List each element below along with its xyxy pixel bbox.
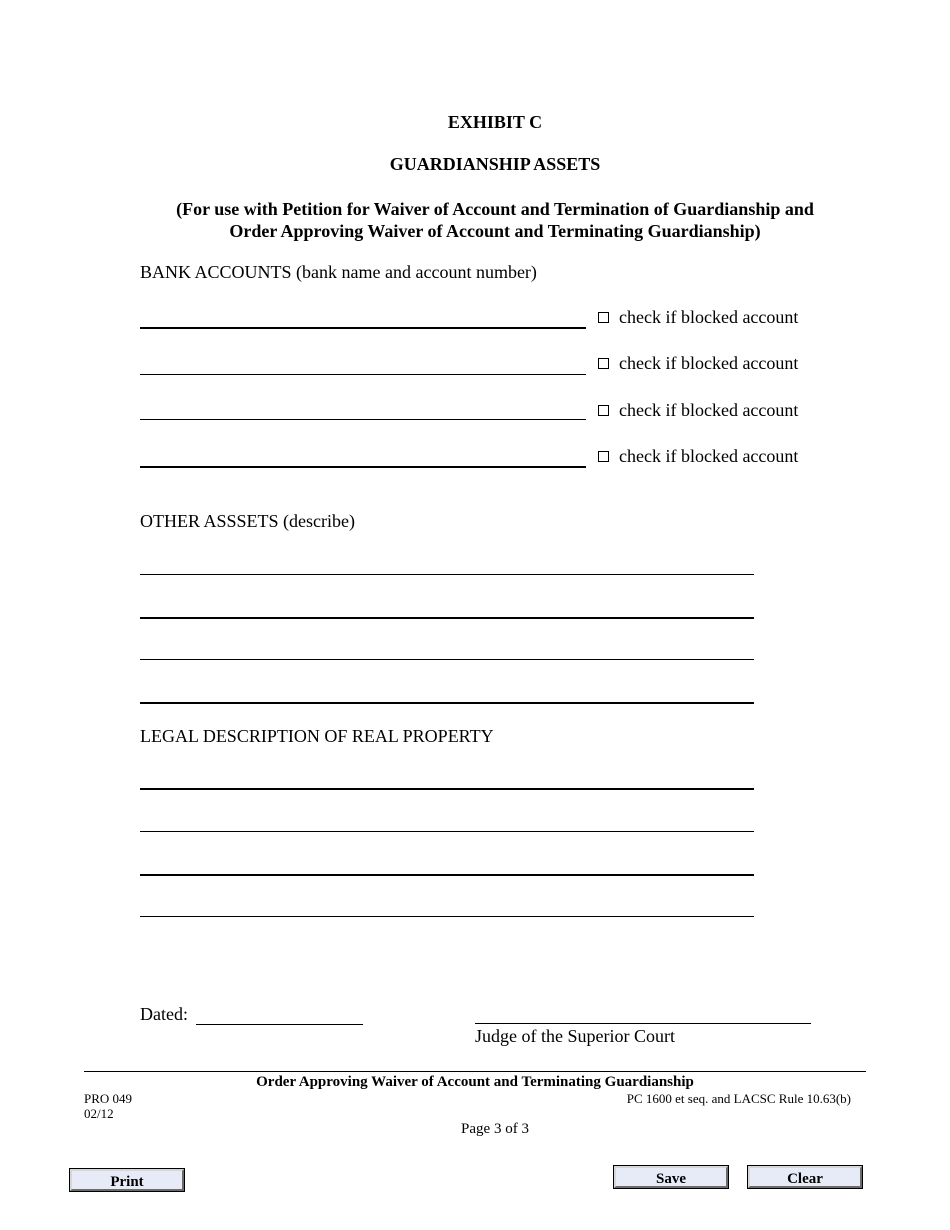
bank-account-field-1[interactable]	[140, 305, 586, 329]
other-assets-field-3[interactable]	[140, 637, 754, 660]
exhibit-heading: EXHIBIT C	[447, 112, 543, 132]
blocked-account-checkbox-2[interactable]	[598, 358, 609, 369]
blocked-account-label-4: check if blocked account	[619, 446, 799, 466]
real-property-field-4[interactable]	[140, 894, 754, 917]
blocked-account-label-2: check if blocked account	[619, 353, 799, 373]
bank-account-field-3[interactable]	[140, 397, 586, 420]
footer-form-title: Order Approving Waiver of Account and Terminating Guardianship	[256, 1074, 694, 1090]
form-date: 02/12	[84, 1106, 114, 1121]
blocked-account-checkbox-row-2	[598, 353, 798, 374]
blocked-account-checkbox-row-1	[598, 307, 798, 328]
judge-label: Judge of the Superior Court	[475, 1026, 675, 1046]
real-property-field-3[interactable]	[140, 852, 754, 876]
dated-field[interactable]	[196, 1002, 363, 1025]
save-button[interactable]: Save	[614, 1166, 728, 1188]
blocked-account-label-3: check if blocked account	[619, 400, 799, 420]
clear-button[interactable]: Clear	[748, 1166, 862, 1188]
blocked-account-checkbox-row-4	[598, 446, 798, 467]
other-assets-field-1[interactable]	[140, 552, 754, 575]
blocked-account-checkbox-1[interactable]	[598, 312, 609, 323]
bank-accounts-label: BANK ACCOUNTS (bank name and account number)	[140, 262, 537, 282]
footer-divider	[84, 1071, 866, 1072]
subtitle-line-2: Order Approving Waiver of Account and Terminating Guardianship)	[229, 221, 761, 241]
rule-citation: PC 1600 et seq. and LACSC Rule 10.63(b)	[626, 1091, 851, 1106]
page-title: GUARDIANSHIP ASSETS	[389, 154, 601, 174]
subtitle-line-1: (For use with Petition for Waiver of Account and Termination of Guardianship and	[176, 199, 814, 219]
real-property-field-2[interactable]	[140, 809, 754, 832]
other-assets-field-4[interactable]	[140, 680, 754, 704]
print-button[interactable]: Print	[70, 1169, 184, 1191]
real-property-label: LEGAL DESCRIPTION OF REAL PROPERTY	[140, 726, 494, 746]
blocked-account-checkbox-4[interactable]	[598, 451, 609, 462]
page-number: Page 3 of 3	[461, 1121, 529, 1137]
real-property-field-1[interactable]	[140, 766, 754, 790]
dated-label: Dated:	[140, 1004, 188, 1024]
bank-account-field-2[interactable]	[140, 352, 586, 375]
bank-account-field-4[interactable]	[140, 444, 586, 468]
form-number: PRO 049	[84, 1091, 133, 1106]
other-assets-field-2[interactable]	[140, 595, 754, 619]
judge-signature-line	[475, 1023, 811, 1024]
blocked-account-label-1: check if blocked account	[619, 307, 799, 327]
blocked-account-checkbox-row-3	[598, 400, 798, 421]
blocked-account-checkbox-3[interactable]	[598, 405, 609, 416]
other-assets-label: OTHER ASSSETS (describe)	[140, 511, 355, 531]
